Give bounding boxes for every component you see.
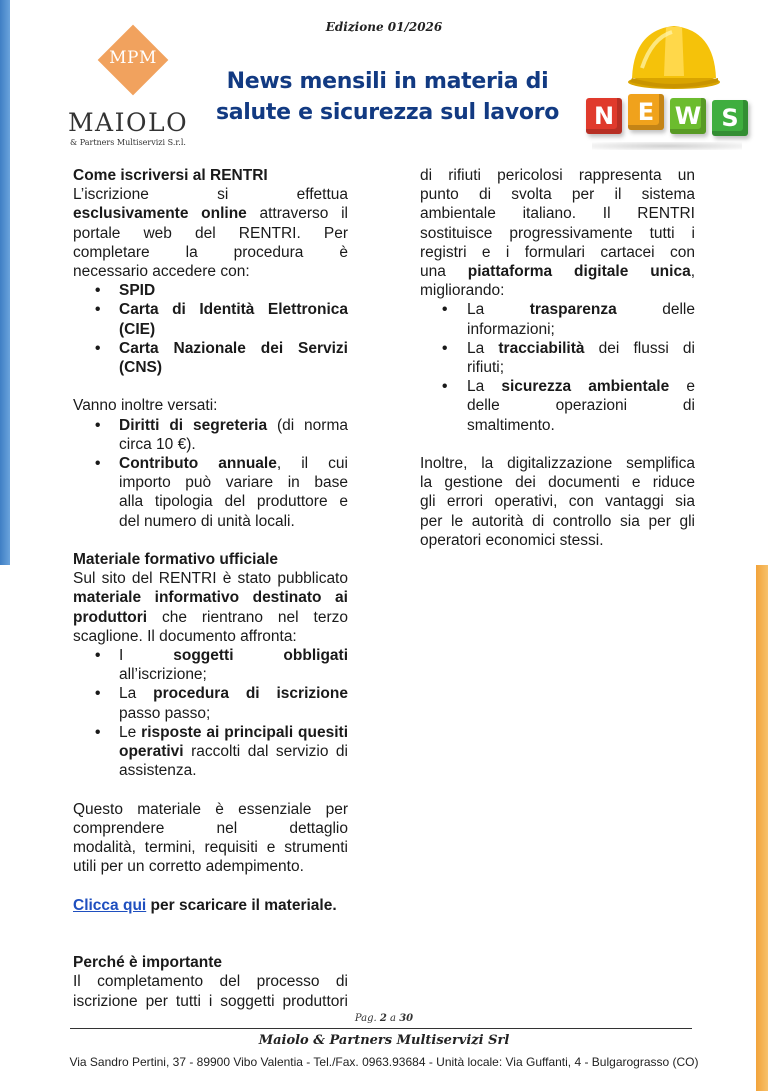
text: , il cui <box>276 455 348 473</box>
spacer <box>73 934 348 953</box>
title-line-2: salute e sicurezza sul lavoro <box>215 100 560 125</box>
text-line: informazioni; <box>467 320 555 338</box>
text-line: passo passo; <box>119 704 211 722</box>
bold-text: Contributo annuale <box>119 455 277 473</box>
text: una <box>420 263 468 281</box>
text-line: la gestione dei documenti e riduce <box>420 474 695 492</box>
text: , <box>690 263 696 281</box>
list-item <box>73 339 348 377</box>
illustration-shadow <box>592 142 742 150</box>
right-column <box>420 166 695 550</box>
text: raccolti dal servizio di <box>183 743 348 761</box>
spacer <box>73 876 348 895</box>
logo-diamond <box>97 24 169 96</box>
text-line: Vanno inoltre versati: <box>73 397 218 415</box>
bold-text: materiale informativo destinato ai <box>73 589 348 607</box>
bold-text: sicurezza ambientale <box>501 378 670 396</box>
logo-name: MAIOLO <box>67 108 189 137</box>
bold-text: piattaforma digitale unica <box>467 263 691 281</box>
text-line: Questo materiale è essenziale per <box>73 800 348 818</box>
page-total: 30 <box>399 1013 414 1024</box>
edition-label: Edizione 01/2026 <box>325 20 443 34</box>
text-line: per le autorità di controllo sia per gli <box>420 512 695 530</box>
text-line: di rifiuti pericolosi rappresenta un <box>420 167 695 184</box>
bold-text: tracciabilità <box>498 339 585 357</box>
access-methods-list <box>73 281 348 377</box>
list-item <box>73 646 348 684</box>
text-line: rifiuti; <box>467 359 505 377</box>
news-cubes <box>586 98 746 140</box>
text: La <box>467 301 530 319</box>
bold-text: Carta di Identità Elettronica <box>119 301 348 319</box>
spacer <box>73 780 348 799</box>
list-item <box>73 281 348 300</box>
text-line: alla tipologia del produttore e <box>119 493 348 511</box>
bold-text: operativi <box>119 743 184 761</box>
text: La <box>467 378 502 396</box>
helmet-icon <box>622 16 722 96</box>
page-label: Pag. <box>354 1013 380 1024</box>
text: (di norma <box>267 416 348 434</box>
section-heading-registration: Come iscriversi al RENTRI <box>73 167 268 184</box>
text-line: Sul sito del RENTRI è stato pubblicato <box>73 570 348 588</box>
left-column <box>73 166 348 1011</box>
text-line: ambientale italiano. Il RENTRI <box>420 205 695 223</box>
bold-text: per scaricare il materiale. <box>146 896 337 914</box>
news-cube-e: E <box>628 94 664 130</box>
text-line: migliorando: <box>420 282 505 300</box>
text: che rientrano nel terzo <box>147 608 348 626</box>
text-line: scaglione. Il documento affronta: <box>73 627 297 645</box>
logo-initials: MPM <box>109 48 157 68</box>
page-separator: a <box>386 1013 400 1024</box>
footer-address: Via Sandro Pertini, 37 - 89900 Vibo Valentia - Tel./Fax. 0963.93684 - Unità locale: Via Guffanti, 4 - Bulgarograsso (CO) <box>69 1055 699 1069</box>
text-line: gli errori operativi, con vantaggi sia <box>420 493 695 511</box>
text-line: completare la procedura è <box>73 243 348 261</box>
text-line: operatori economici stessi. <box>420 531 604 549</box>
text-line: punto di svolta per il sistema <box>420 186 695 204</box>
bold-text: (CIE) <box>119 320 156 338</box>
list-item <box>420 300 695 338</box>
logo-subtitle: & Partners Multiservizi S.r.l. <box>70 138 186 147</box>
list-item <box>73 300 348 338</box>
title-line-1: News mensili in materia di <box>226 69 549 94</box>
section-heading-training-material: Materiale formativo ufficiale <box>73 551 279 569</box>
text: Le <box>119 723 142 741</box>
bold-text: soggetti obbligati <box>173 647 348 665</box>
news-cube-w: W <box>670 98 706 134</box>
bold-text: risposte ai principali quesiti <box>141 723 348 741</box>
text-line: del numero di unità locali. <box>119 512 295 530</box>
text-line: iscrizione per tutti i soggetti produttori <box>73 992 348 1010</box>
newsletter-title <box>205 66 570 128</box>
news-cube-n: N <box>586 98 622 134</box>
bold-text: produttori <box>73 608 148 626</box>
text: delle <box>616 301 695 319</box>
bold-text: trasparenza <box>529 301 617 319</box>
text-line: assistenza. <box>119 762 197 780</box>
text: dei flussi di <box>584 339 695 357</box>
bold-text: (CNS) <box>119 359 163 377</box>
text-line: importo può variare in base <box>119 474 348 492</box>
text-line <box>73 204 348 223</box>
bold-text: Diritti di segreteria <box>119 416 268 434</box>
text-line: Inoltre, la digitalizzazione semplifica <box>420 455 695 473</box>
left-decorative-bar <box>0 0 10 565</box>
text-line: comprendere nel dettaglio <box>73 819 348 837</box>
text-line: registri e i formulari cartacei con <box>420 243 695 261</box>
text-line: all’iscrizione; <box>119 666 207 684</box>
text-line: sostituisce progressivamente tutti i <box>420 224 695 242</box>
text-line <box>73 608 348 627</box>
download-material-link[interactable]: Clicca qui <box>73 896 147 914</box>
text-line: utili per un corretto adempimento. <box>73 858 304 876</box>
bold-text: esclusivamente online <box>73 205 247 223</box>
text-line: L’iscrizione si effettua <box>73 186 348 204</box>
bold-text: Carta Nazionale dei Servizi <box>119 339 348 357</box>
document-topics-list <box>73 646 348 780</box>
text-line <box>73 588 348 607</box>
bold-text: procedura di iscrizione <box>153 685 348 703</box>
list-item <box>73 416 348 454</box>
section-heading-importance: Perché è importante <box>73 954 223 972</box>
company-logo <box>62 24 194 154</box>
list-item <box>420 339 695 377</box>
list-item <box>420 377 695 435</box>
list-item <box>73 684 348 722</box>
footer-company: Maiolo & Partners Multiservizi Srl <box>258 1033 510 1048</box>
page-current: 2 <box>379 1013 387 1024</box>
news-cube-s: S <box>712 100 748 136</box>
bold-text: SPID <box>119 282 156 300</box>
news-illustration <box>582 16 762 156</box>
spacer <box>73 531 348 550</box>
text-line: portale web del RENTRI. Per <box>73 224 348 242</box>
text-line: delle operazioni di <box>467 397 695 415</box>
text-line: modalità, termini, requisiti e strumenti <box>73 839 348 857</box>
text-line: circa 10 €). <box>119 435 196 453</box>
spacer <box>73 915 348 934</box>
download-line <box>73 896 348 915</box>
text-line: smaltimento. <box>467 416 555 434</box>
fees-list <box>73 416 348 531</box>
footer-divider <box>70 1028 692 1029</box>
improvements-list <box>420 300 695 434</box>
text-line: necessario accedere con: <box>73 263 250 281</box>
text-line <box>420 262 695 281</box>
spacer <box>73 377 348 396</box>
spacer <box>420 435 695 454</box>
list-item <box>73 454 348 531</box>
text: La <box>467 339 499 357</box>
text: attraverso il <box>246 205 348 223</box>
text: e <box>669 378 695 396</box>
text: La <box>119 685 154 703</box>
list-item <box>73 723 348 781</box>
page-number <box>0 1013 768 1024</box>
text-line: Il completamento del processo di <box>73 973 348 991</box>
text: I <box>119 647 174 665</box>
